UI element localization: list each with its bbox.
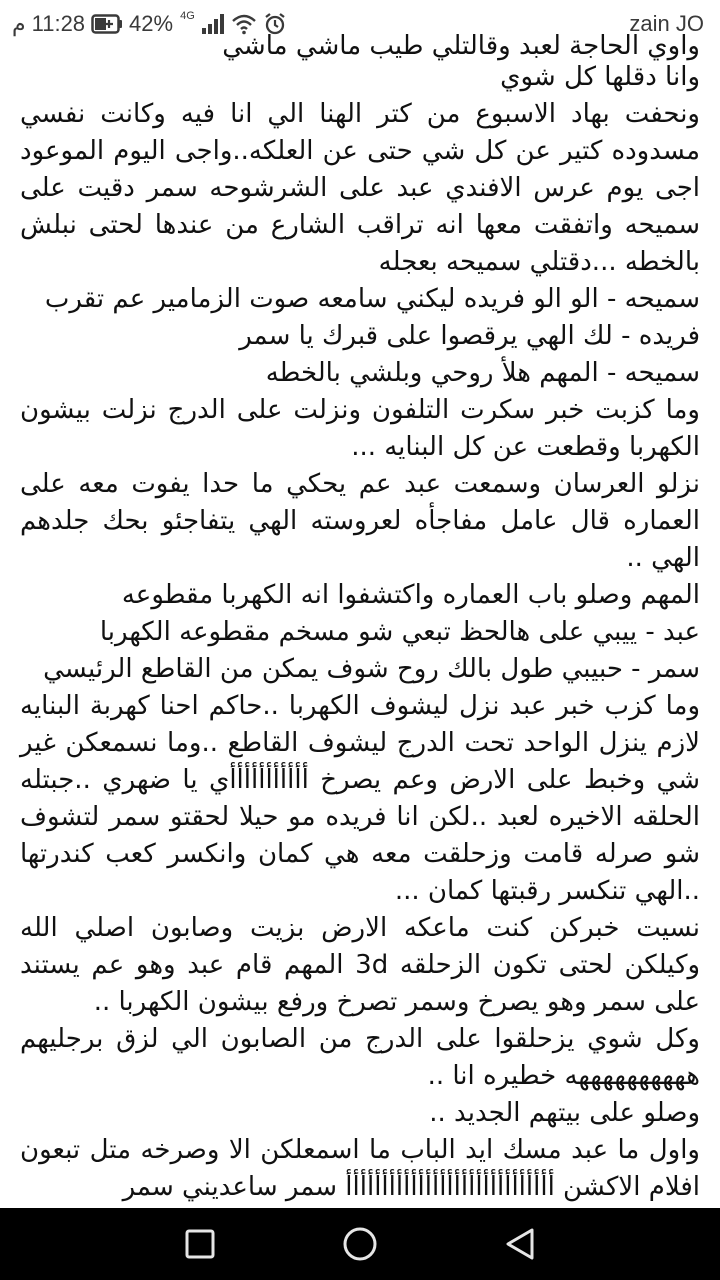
square-icon (185, 1229, 215, 1259)
clock-time: 11:28 (31, 11, 86, 36)
time-suffix: م (12, 11, 26, 36)
recents-button[interactable] (120, 1208, 280, 1280)
story-paragraph: فريده - لك الهي يرقصوا على قبرك يا سمر (239, 321, 700, 351)
story-paragraph: نسيت خبركن كنت ماعكه الارض بزيت وصابون اصلي الله وكيلكن لحتى تكون الزحلقه 3d المهم قام عبد وهو عم يستند على سمر وهو يصرخ وسمر تصرخ ورفع بيشون الكهربا .. (20, 913, 701, 1017)
story-paragraph: نزلو العرسان وسمعت عبد عم يحكي ما حدا يفوت معه على العماره قال عامل مفاجأه لعروسته الهي يتفاجئو بحك جلدهم الهي .. (20, 469, 700, 573)
clipped-top-line: واوي الحاجة لعبد وقالتلي طيب ماشي ماشي (222, 31, 700, 61)
navigation-bar (0, 1208, 720, 1280)
story-paragraph: وما كزب خبر عبد نزل ليشوف الكهربا ..حاكم احنا كهربة البنايه لازم ينزل الواحد تحت الدرج ليشوف القاطع ..وما نسمعكن غير شي وخبط على الارض وعم يصرخ أأأأأأأأأأأي يا ضهري ..جبتله الحلقه الاخيره لعبد ..لكن انا فريده مو حيلا لحقتو سمر لتشوف شو صرله قامت وزحلقت معه هي كمان وانكسر كعب كندرتها ..الهي تنكسر رقبتها كمان ... (20, 691, 700, 906)
network-type: 4G (180, 10, 195, 22)
story-text (20, 59, 700, 1206)
story-paragraph: وما كزبت خبر سكرت التلفون ونزلت على الدرج نزلت بيشون الكهربا وقطعت عن كل البنايه ... (20, 395, 700, 462)
circle-icon (342, 1226, 378, 1262)
carrier-name: zain JO (629, 11, 704, 36)
story-paragraph: ونحفت بهاد الاسبوع من كتر الهنا الي انا فيه وكانت نفسي مسدوده كتير عن كل شي حتى عن العلكه..واجى اليوم الموعود اجى يوم عرس الافندي عبد على الشرشوحه سمر دقيت على سميحه واتفقت معها انه تراقب الشارع من عندها لحتى نبلش بالخطه ...دقتلي سميحه بعجله (20, 99, 700, 277)
story-paragraph: وانا دقلها كل شوي (500, 62, 700, 92)
story-paragraph: وكل شوي يزحلقوا على الدرج من الصابون الي لزق برجليهم ههههههههههه خطيره انا .. (20, 1024, 700, 1091)
back-button[interactable] (440, 1208, 600, 1280)
story-paragraph: سميحه - المهم هلأ روحي وبلشي بالخطه (265, 358, 700, 388)
triangle-back-icon (504, 1227, 536, 1261)
home-button[interactable] (280, 1208, 440, 1280)
battery-percent: 42% (129, 11, 174, 36)
story-paragraph: المهم وصلو باب العماره واكتشفوا انه الكهربا مقطوعه (121, 580, 700, 610)
story-paragraph: سميحه - الو الو فريده ليكني سامعه صوت الزمامير عم تقرب (44, 284, 700, 314)
story-paragraph: واول ما عبد مسك ايد الباب ما اسمعلكن الا وصرخه متل تبعون افلام الاكشن أأأأأأأأأأأأأأأأأأأأأأأأأأأأأ سمر ساعديني سمر (20, 1135, 700, 1202)
story-paragraph: عبد - ييبي على هالحظ تبعي شو مسخم مقطوعه الكهربا (99, 617, 700, 647)
reader-content[interactable] (0, 31, 720, 1208)
story-paragraph: سمر - حبيبي طول بالك روح شوف يمكن من القاطع الرئيسي (43, 654, 700, 684)
story-paragraph: وصلو على بيتهم الجديد .. (429, 1098, 700, 1128)
